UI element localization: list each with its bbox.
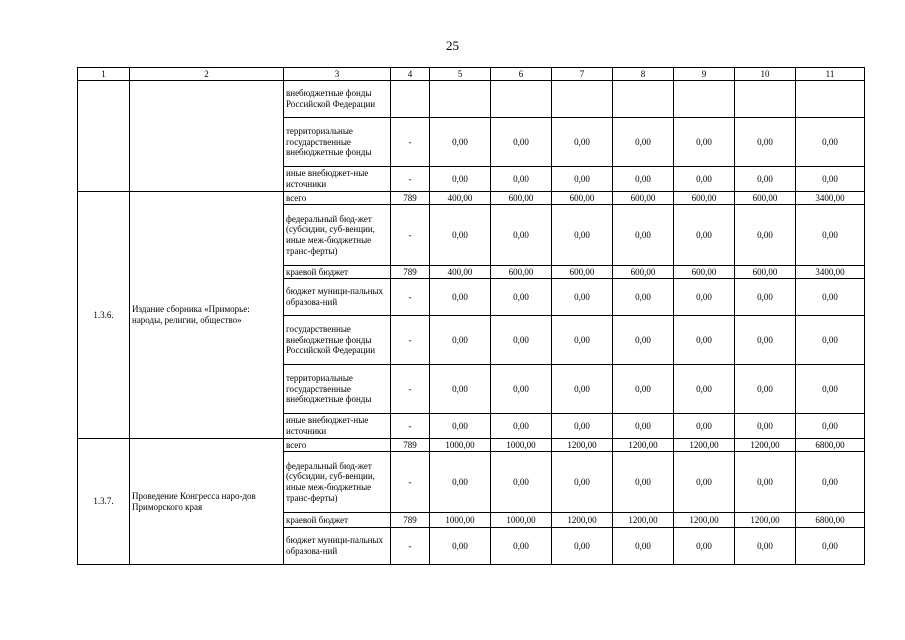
value-cell: 0,00 (735, 452, 796, 513)
value-cell: 0,00 (552, 316, 613, 365)
value-cell: 0,00 (735, 414, 796, 439)
code-cell: - (391, 279, 430, 316)
value-cell: 0,00 (491, 414, 552, 439)
column-header: 3 (284, 68, 391, 81)
value-cell: 1200,00 (613, 513, 674, 528)
value-cell: 6800,00 (796, 513, 865, 528)
table-row (78, 439, 865, 452)
value-cell (796, 81, 865, 118)
source-cell: федеральный бюд-жет (субсидии, суб-венции, иные меж-бюджетные транс-ферты) (284, 205, 391, 266)
value-cell: 0,00 (491, 528, 552, 565)
budget-table (77, 67, 865, 565)
value-cell: 1200,00 (674, 439, 735, 452)
value-cell: 0,00 (430, 118, 491, 167)
column-header: 11 (796, 68, 865, 81)
value-cell: 1000,00 (430, 513, 491, 528)
value-cell: 0,00 (613, 205, 674, 266)
value-cell: 0,00 (796, 279, 865, 316)
code-cell: - (391, 118, 430, 167)
value-cell: 0,00 (613, 279, 674, 316)
value-cell: 0,00 (491, 118, 552, 167)
value-cell: 0,00 (552, 365, 613, 414)
value-cell: 0,00 (430, 528, 491, 565)
value-cell: 0,00 (796, 414, 865, 439)
value-cell: 600,00 (735, 192, 796, 205)
value-cell: 0,00 (796, 528, 865, 565)
value-cell: 0,00 (735, 279, 796, 316)
item-number-cell (78, 81, 130, 192)
value-cell: 1200,00 (613, 439, 674, 452)
item-number-cell: 1.3.7. (78, 439, 130, 565)
value-cell: 0,00 (552, 167, 613, 192)
value-cell: 0,00 (430, 414, 491, 439)
value-cell: 0,00 (674, 452, 735, 513)
value-cell: 1000,00 (491, 513, 552, 528)
column-header: 5 (430, 68, 491, 81)
value-cell: 1200,00 (674, 513, 735, 528)
value-cell: 0,00 (674, 167, 735, 192)
value-cell: 0,00 (430, 167, 491, 192)
value-cell (552, 81, 613, 118)
value-cell: 0,00 (491, 452, 552, 513)
page-number: 25 (446, 38, 459, 53)
item-title-cell (130, 81, 284, 192)
value-cell: 0,00 (430, 279, 491, 316)
value-cell: 0,00 (674, 205, 735, 266)
value-cell (735, 81, 796, 118)
value-cell: 0,00 (552, 452, 613, 513)
value-cell: 0,00 (613, 365, 674, 414)
source-cell: бюджет муници-пальных образова-ний (284, 528, 391, 565)
value-cell: 0,00 (552, 118, 613, 167)
value-cell: 0,00 (735, 528, 796, 565)
value-cell: 0,00 (430, 365, 491, 414)
value-cell: 0,00 (613, 452, 674, 513)
value-cell: 0,00 (796, 452, 865, 513)
value-cell: 0,00 (796, 205, 865, 266)
value-cell: 0,00 (674, 528, 735, 565)
code-cell: - (391, 205, 430, 266)
code-cell: - (391, 452, 430, 513)
value-cell: 1000,00 (430, 439, 491, 452)
source-cell: бюджет муници-пальных образова-ний (284, 279, 391, 316)
value-cell: 400,00 (430, 192, 491, 205)
value-cell: 1000,00 (491, 439, 552, 452)
value-cell: 3400,00 (796, 266, 865, 279)
value-cell: 0,00 (613, 316, 674, 365)
value-cell: 600,00 (735, 266, 796, 279)
column-header: 2 (130, 68, 284, 81)
value-cell: 600,00 (674, 266, 735, 279)
item-title-cell: Проведение Конгресса наро-дов Приморского края (130, 439, 284, 565)
source-cell: иные внебюджет-ные источники (284, 167, 391, 192)
code-cell: - (391, 167, 430, 192)
value-cell: 0,00 (735, 365, 796, 414)
source-cell: территориальные государственные внебюджетные фонды (284, 365, 391, 414)
value-cell: 600,00 (491, 192, 552, 205)
value-cell (674, 81, 735, 118)
column-header: 9 (674, 68, 735, 81)
value-cell: 0,00 (552, 528, 613, 565)
value-cell: 0,00 (796, 365, 865, 414)
value-cell: 0,00 (796, 167, 865, 192)
value-cell: 600,00 (613, 266, 674, 279)
value-cell: 0,00 (613, 167, 674, 192)
code-cell: - (391, 528, 430, 565)
value-cell: 0,00 (613, 414, 674, 439)
value-cell: 0,00 (796, 316, 865, 365)
source-cell: внебюджетные фонды Российской Федерации (284, 81, 391, 118)
value-cell: 0,00 (735, 205, 796, 266)
code-cell: 789 (391, 513, 430, 528)
code-cell: 789 (391, 266, 430, 279)
source-cell: федеральный бюд-жет (субсидии, суб-венции, иные меж-бюджетные транс-ферты) (284, 452, 391, 513)
value-cell: 600,00 (674, 192, 735, 205)
code-cell: - (391, 316, 430, 365)
table-row (78, 192, 865, 205)
value-cell: 0,00 (735, 316, 796, 365)
value-cell: 0,00 (491, 279, 552, 316)
value-cell: 1200,00 (735, 513, 796, 528)
code-cell: - (391, 414, 430, 439)
code-cell (391, 81, 430, 118)
value-cell: 600,00 (552, 192, 613, 205)
item-number-cell: 1.3.6. (78, 192, 130, 439)
value-cell: 0,00 (613, 528, 674, 565)
source-cell: всего (284, 192, 391, 205)
column-header: 8 (613, 68, 674, 81)
value-cell (430, 81, 491, 118)
value-cell: 0,00 (552, 279, 613, 316)
value-cell: 1200,00 (735, 439, 796, 452)
value-cell (613, 81, 674, 118)
value-cell: 0,00 (735, 167, 796, 192)
item-title-cell: Издание сборника «Приморье: народы, религии, общество» (130, 192, 284, 439)
value-cell: 0,00 (430, 316, 491, 365)
value-cell: 0,00 (796, 118, 865, 167)
value-cell: 0,00 (735, 118, 796, 167)
value-cell: 600,00 (552, 266, 613, 279)
value-cell: 0,00 (552, 205, 613, 266)
value-cell: 0,00 (491, 365, 552, 414)
value-cell: 0,00 (674, 118, 735, 167)
value-cell: 0,00 (430, 205, 491, 266)
source-cell: государственные внебюджетные фонды Российской Федерации (284, 316, 391, 365)
value-cell: 600,00 (491, 266, 552, 279)
source-cell: краевой бюджет (284, 513, 391, 528)
header-row (78, 68, 865, 81)
value-cell: 600,00 (613, 192, 674, 205)
value-cell: 1200,00 (552, 439, 613, 452)
column-header: 6 (491, 68, 552, 81)
code-cell: 789 (391, 192, 430, 205)
value-cell (491, 81, 552, 118)
value-cell: 0,00 (491, 205, 552, 266)
source-cell: всего (284, 439, 391, 452)
value-cell: 0,00 (552, 414, 613, 439)
column-header: 10 (735, 68, 796, 81)
value-cell: 0,00 (674, 279, 735, 316)
source-cell: иные внебюджет-ные источники (284, 414, 391, 439)
value-cell: 3400,00 (796, 192, 865, 205)
table-row (78, 81, 865, 118)
value-cell: 6800,00 (796, 439, 865, 452)
column-header: 7 (552, 68, 613, 81)
code-cell: - (391, 365, 430, 414)
column-header: 1 (78, 68, 130, 81)
value-cell: 1200,00 (552, 513, 613, 528)
source-cell: краевой бюджет (284, 266, 391, 279)
source-cell: территориальные государственные внебюджетные фонды (284, 118, 391, 167)
column-header: 4 (391, 68, 430, 81)
value-cell: 0,00 (491, 167, 552, 192)
value-cell: 400,00 (430, 266, 491, 279)
value-cell: 0,00 (491, 316, 552, 365)
code-cell: 789 (391, 439, 430, 452)
value-cell: 0,00 (674, 316, 735, 365)
value-cell: 0,00 (674, 414, 735, 439)
value-cell: 0,00 (674, 365, 735, 414)
value-cell: 0,00 (613, 118, 674, 167)
value-cell: 0,00 (430, 452, 491, 513)
